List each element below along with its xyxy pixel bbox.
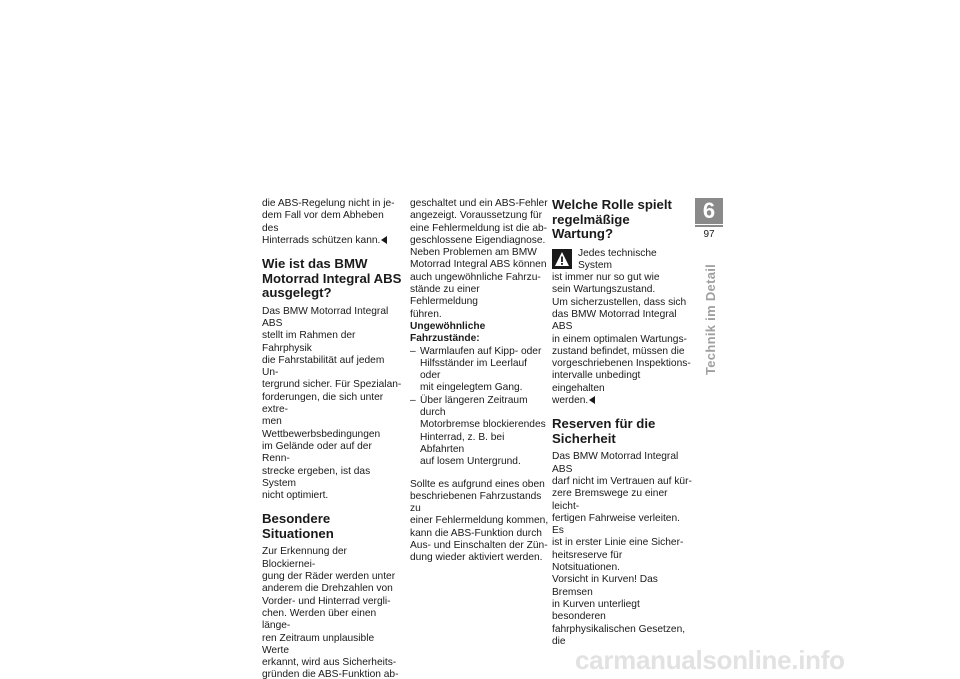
line: Hinterrad, z. B. bei Abfahrten	[420, 431, 505, 455]
line: geschaltet und ein ABS-Fehler	[410, 198, 548, 209]
line: Vorder- und Hinterrad vergli-	[262, 595, 391, 607]
line: kann die ABS-Funktion durch	[410, 527, 542, 539]
line: ren Zeitraum unplausible Werte	[262, 632, 375, 656]
line: ausgelegt?	[262, 285, 332, 301]
chapter-side-label: Technik im Detail	[703, 263, 718, 375]
line: dung wieder aktiviert werden.	[410, 552, 543, 564]
line: ist in erster Linie eine Sicher-	[552, 537, 684, 549]
line: fahrphysikalischen Gesetzen, die	[552, 623, 686, 647]
line: zustand befindet, müssen die	[552, 345, 685, 357]
unusual-conditions-subheading	[410, 321, 550, 346]
line: erkannt, wird aus Sicherheits-	[262, 657, 397, 669]
line: stände zu einer Fehlermeldung	[410, 284, 480, 308]
section-heading-special-situations	[262, 512, 402, 541]
reactivation-paragraph	[410, 479, 550, 565]
line: sein Wartungszustand.	[552, 284, 656, 296]
line: gründen die ABS-Funktion ab-	[262, 669, 399, 679]
line: Reserven für die	[552, 416, 656, 432]
line: strecke ergeben, ist das System	[262, 465, 371, 489]
line: das BMW Motorrad Integral ABS	[552, 308, 677, 333]
warning-triangle-icon	[552, 249, 572, 269]
line: geschlossene Eigendiagnose.	[410, 234, 546, 246]
section-heading-safety-reserves	[552, 417, 692, 446]
line: mit eingelegtem Gang.	[420, 382, 523, 394]
list-dash: –	[410, 394, 416, 406]
section-heading-abs-design	[262, 257, 402, 301]
line: regelmäßige Wartung?	[552, 211, 630, 241]
list-item	[410, 346, 550, 395]
line: Das BMW Motorrad Integral ABS	[262, 305, 389, 329]
line: Aus- und Einschalten der Zün-	[410, 540, 548, 552]
line: in Kurven unterliegt besonderen	[552, 598, 640, 623]
line: anderem die Drehzahlen von	[262, 583, 393, 595]
line: darf nicht im Vertrauen auf kür-	[552, 475, 692, 487]
line: die Fahrstabilität auf jedem Un-	[262, 354, 385, 379]
line: vorgeschriebenen Inspektions-	[552, 358, 691, 370]
watermark: carmanualsonline.info	[575, 645, 845, 675]
line: Um sicherzustellen, dass sich	[552, 296, 687, 308]
warning-note	[552, 248, 692, 297]
chapter-divider	[695, 225, 723, 227]
line: chen. Werden über einen länge-	[262, 607, 377, 632]
line: Neben Problemen am BMW	[410, 247, 537, 259]
line: Fahrzustände:	[410, 333, 480, 345]
line: eine Fehlermeldung ist die ab-	[410, 222, 548, 234]
page-number: 97	[703, 229, 715, 240]
line: Motorrad Integral ABS	[262, 270, 402, 286]
line: auf losem Untergrund.	[420, 456, 521, 468]
maintenance-paragraph	[552, 297, 692, 408]
abs-design-paragraph	[262, 306, 402, 503]
section-heading-maintenance	[552, 198, 692, 242]
line: fertigen Fahrweise verleiten. Es	[552, 512, 680, 537]
line: Sollte es aufgrund eines oben	[410, 478, 545, 490]
line: Besondere Situationen	[262, 511, 334, 541]
list-dash: –	[410, 345, 416, 357]
line: Warmlaufen auf Kipp- oder	[420, 345, 542, 357]
line: dem Fall vor dem Abheben des	[262, 210, 384, 234]
special-situations-paragraph	[262, 546, 402, 679]
line: men Wettbewerbsbedingungen	[262, 416, 381, 440]
unusual-conditions-list	[410, 346, 550, 469]
end-of-section-arrow-icon	[589, 396, 595, 404]
line: beschriebenen Fahrzustands zu	[410, 490, 542, 515]
line: intervalle unbedingt eingehalten	[552, 370, 641, 394]
line: Das BMW Motorrad Integral ABS	[552, 451, 679, 475]
line: Motorbremse blockierendes	[420, 419, 546, 431]
line: auch ungewöhnliche Fahrzu-	[410, 271, 541, 283]
line: angezeigt. Voraussetzung für	[410, 210, 542, 222]
text-column-1	[262, 198, 402, 679]
line: Jedes technische System	[578, 247, 657, 271]
chapter-number: 6	[695, 198, 723, 224]
end-of-section-arrow-icon	[381, 236, 387, 244]
line: gung der Räder werden unter	[262, 571, 396, 583]
text-column-3	[552, 198, 692, 648]
line: die ABS-Regelung nicht in je-	[262, 198, 395, 209]
line: Zur Erkennung der Blockiernei-	[262, 546, 347, 570]
line: Hilfsständer im Leerlauf oder	[420, 357, 528, 382]
abs-fault-paragraph	[410, 198, 550, 321]
warning-text	[552, 248, 692, 297]
line: Ungewöhnliche	[410, 320, 486, 332]
intro-paragraph	[262, 198, 402, 247]
line: stellt im Rahmen der Fahrphysik	[262, 330, 356, 354]
line: heitsreserve für Notsituationen.	[552, 549, 623, 574]
line: werden.	[552, 395, 589, 407]
line: Vorsicht in Kurven! Das Bremsen	[552, 574, 658, 598]
chapter-tab	[695, 198, 723, 242]
line: Motorrad Integral ABS können	[410, 259, 547, 271]
line: Wie ist das BMW	[262, 256, 368, 272]
safety-reserves-paragraph	[552, 451, 692, 648]
line: forderungen, die sich unter extre-	[262, 391, 384, 416]
line: einer Fehlermeldung kommen,	[410, 515, 549, 527]
line: ist immer nur so gut wie	[552, 272, 660, 284]
line: nicht optimiert.	[262, 490, 329, 502]
line: Sicherheit	[552, 430, 616, 446]
line: Über längeren Zeitraum durch	[420, 394, 528, 419]
line: in einem optimalen Wartungs-	[552, 333, 687, 345]
list-item	[410, 395, 550, 469]
text-column-2	[410, 198, 550, 565]
line: zere Bremswege zu einer leicht-	[552, 488, 668, 512]
line: Hinterrads schützen kann.	[262, 234, 381, 246]
line: tergrund sicher. Für Spezialan-	[262, 379, 402, 391]
line: führen.	[410, 308, 442, 320]
line: Welche Rolle spielt	[552, 197, 672, 212]
line: im Gelände oder auf der Renn-	[262, 440, 372, 465]
